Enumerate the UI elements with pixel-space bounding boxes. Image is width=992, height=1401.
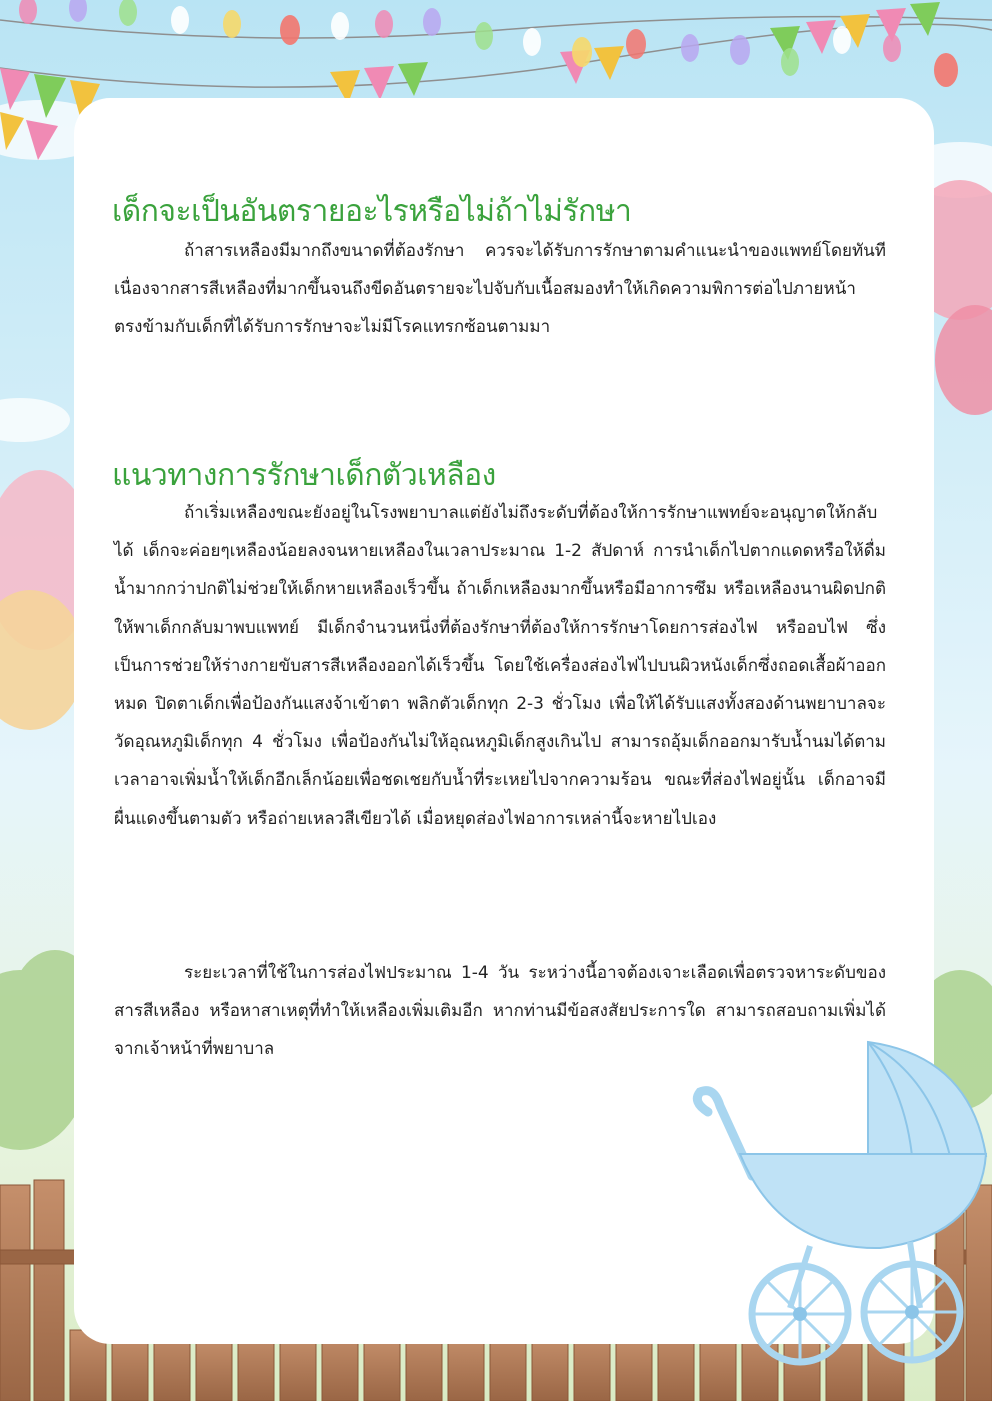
paragraph-danger: ถ้าสารเหลืองมีมากถึงขนาดที่ต้องรักษา ควรจะได้รับการรักษาตามคำแนะนำของแพทย์โดยทันที เนื่องจากสารสีเหลืองที่มากขึ้นจนถึงขีดอันตรายจะไปจับกับเนื้อสมองทำให้เกิดความพิการต่อไปภายหน้า ตรงข้ามกับเด็กที่ได้รับการรักษาจะไม่มีโรคแทรกซ้อนตามมา — [114, 241, 886, 338]
paragraph-treatment: ถ้าเริ่มเหลืองขณะยังอยู่ในโรงพยาบาลแต่ยังไม่ถึงระดับที่ต้องให้การรักษาแพทย์จะอนุญาตให้กลับได้ เด็กจะค่อยๆเหลืองน้อยลงจนหายเหลืองในเวลาประมาณ 1-2 สัปดาห์ การนำเด็กไปตากแดดหรือให้ดื่มน้ำมากกว่าปกติไม่ช่วยให้เด็กหายเหลืองเร็วขึ้น ถ้าเด็กเหลืองมากขึ้นหรือมีอาการซึม หรือเหลืองนานผิดปกติให้พาเด็กกลับมาพบแพทย์ มีเด็กจำนวนหนึ่งที่ต้องรักษาที่ต้องให้การรักษาโดยการส่องไฟ หรืออบไฟ ซึ่งเป็นการช่วยให้ร่างกายขับสารสีเหลืองออกได้เร็วขึ้น โดยใช้เครื่องส่องไฟไปบนผิวหนังเด็กซึ่งถอดเสื้อผ้าออกหมด ปิดตาเด็กเพื่อป้องกันแสงจ้าเข้าตา พลิกตัวเด็กทุก 2-3 ชั่วโมง เพื่อให้ได้รับแสงทั้งสองด้านพยาบาลจะวัดอุณหภูมิเด็กทุก 4 ชั่วโมง เพื่อป้องกันไม่ให้อุณหภูมิเด็กสูงเกินไป สามารถอุ้มเด็กออกมารับน้ำนมได้ตามเวลาอาจเพิ่มน้ำให้เด็กอีกเล็กน้อยเพื่อชดเชยกับน้ำที่ระเหยไปจากความร้อน ขณะที่ส่องไฟอยู่นั้น เด็กอาจมีผื่นแดงขึ้นตามตัว หรือถ่ายเหลวสีเขียวได้ เมื่อหยุดส่องไฟอาการเหล่านี้จะหายไปเอง — [114, 503, 886, 829]
paragraph-phototherapy-duration: ระยะเวลาที่ใช้ในการส่องไฟประมาณ 1-4 วัน ระหว่างนี้อาจต้องเจาะเลือดเพื่อตรวจหาระดับของสารสีเหลือง หรือหาสาเหตุที่ทำให้เหลืองเพิ่มเติมอีก หากท่านมีข้อสงสัยประการใด สามารถสอบถามเพิ่มได้จากเจ้าหน้าที่พยาบาล — [114, 963, 886, 1060]
heading-danger-if-untreated: เด็กจะเป็นอันตรายอะไรหรือไม่ถ้าไม่รักษา — [112, 194, 632, 229]
heading-treatment-guidelines: แนวทางการรักษาเด็กตัวเหลือง — [112, 458, 496, 493]
baby-stroller-icon — [680, 1036, 992, 1376]
